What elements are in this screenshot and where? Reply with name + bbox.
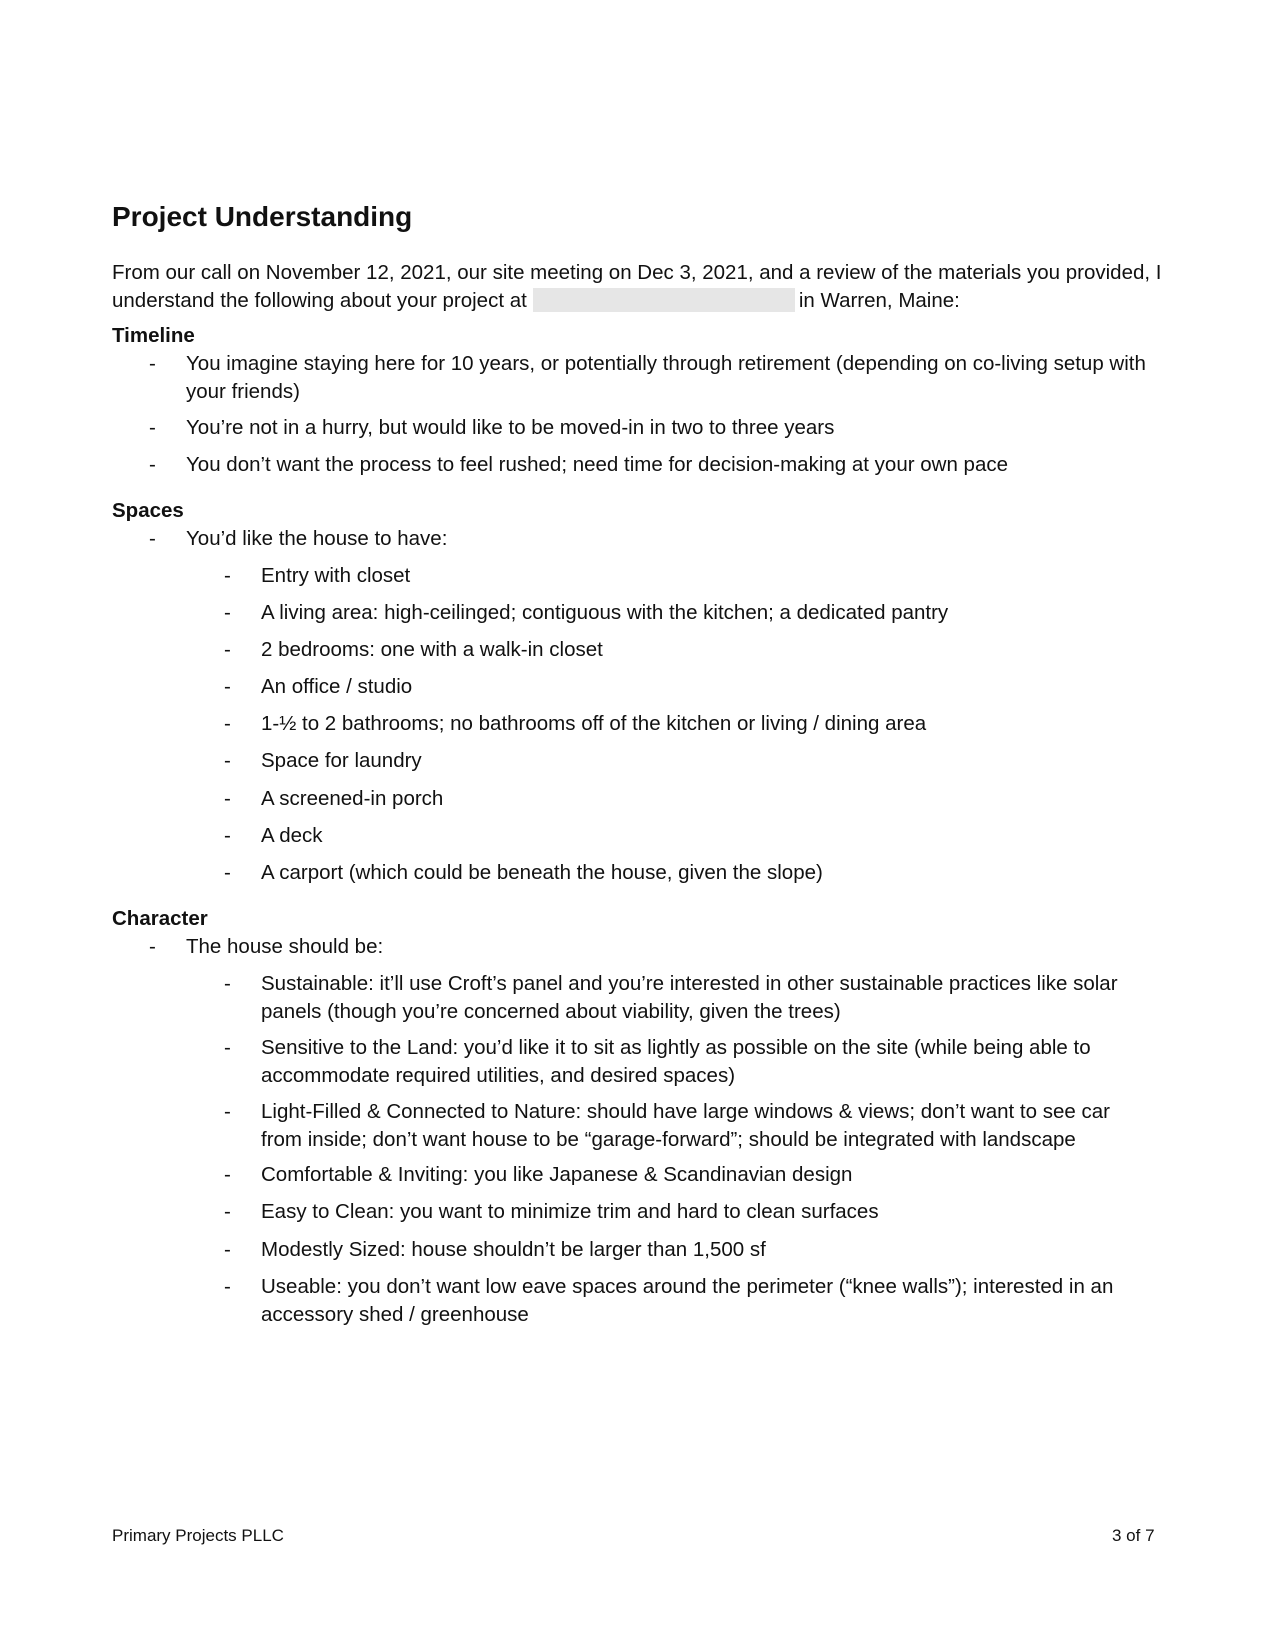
spaces-item [224,710,1149,738]
page-title: Project Understanding [112,201,413,232]
bullet-dash: - [149,453,156,476]
spaces-item [224,747,1149,775]
bullet-dash: - [224,712,231,735]
character-item-text: Light-Filled & Connected to Nature: should have large windows & views; don’t want to see car from inside; don’t want house to be “garage-forward”; should be integrated with landscape [261,1100,1110,1151]
bullet-dash: - [149,352,156,375]
spaces-item-text: A screened-in porch [261,787,444,810]
bullet-dash: - [149,527,156,550]
spaces-item [224,562,1149,590]
bullet-dash: - [224,1036,231,1059]
intro-text-after: in Warren, Maine: [798,289,960,312]
spaces-lead [149,525,1149,553]
intro-text-before: From our call on November 12, 2021, our site meeting on Dec 3, 2021, and a review of the materials you provided, I understand the following about your project at [112,261,1162,312]
character-item [224,1273,1149,1329]
redacted-address [533,288,795,312]
bullet-dash: - [224,1275,231,1298]
character-item [224,1098,1149,1154]
spaces-item-text: 1-½ to 2 bathrooms; no bathrooms off of the kitchen or living / dining area [261,712,927,735]
bullet-dash: - [224,1163,231,1186]
footer-page-number: 3 of 7 [1112,1526,1155,1545]
spaces-item-text: 2 bedrooms: one with a walk-in closet [261,638,603,661]
character-item-text: Modestly Sized: house shouldn’t be larger than 1,500 sf [261,1238,766,1261]
bullet-dash: - [224,972,231,995]
character-item [224,970,1149,1026]
timeline-item [149,414,1149,442]
spaces-lead-text: You’d like the house to have: [186,527,448,550]
spaces-item-text: An office / studio [261,675,413,698]
character-item-text: Sensitive to the Land: you’d like it to sit as lightly as possible on the site (while being able to accommodate required utilities, and desired spaces) [261,1036,1091,1087]
footer-company: Primary Projects PLLC [112,1526,284,1545]
character-lead-text: The house should be: [186,935,384,958]
spaces-item-text: Space for laundry [261,749,422,772]
character-lead [149,933,1149,961]
character-item-text: Useable: you don’t want low eave spaces around the perimeter (“knee walls”); interested in an accessory shed / greenhouse [261,1275,1114,1326]
timeline-heading: Timeline [112,324,195,347]
spaces-item-text: A deck [261,824,323,847]
spaces-item-text: A carport (which could be beneath the house, given the slope) [261,861,823,884]
bullet-dash: - [224,675,231,698]
bullet-dash: - [224,1200,231,1223]
spaces-heading: Spaces [112,499,184,522]
bullet-dash: - [224,749,231,772]
timeline-item-text: You imagine staying here for 10 years, or potentially through retirement (depending on co-living setup with your friends) [186,352,1146,403]
timeline-item-text: You don’t want the process to feel rushed; need time for decision-making at your own pace [186,453,1009,476]
character-item [224,1198,1149,1226]
spaces-item [224,785,1149,813]
bullet-dash: - [224,1100,231,1123]
timeline-item-text: You’re not in a hurry, but would like to be moved-in in two to three years [186,416,835,439]
character-item [224,1034,1149,1090]
spaces-item [224,822,1149,850]
spaces-item-text: A living area: high-ceilinged; contiguous with the kitchen; a dedicated pantry [261,601,949,624]
character-item [224,1236,1149,1264]
bullet-dash: - [224,601,231,624]
character-item-text: Sustainable: it’ll use Croft’s panel and you’re interested in other sustainable practices like solar panels (though you’re concerned about viability, given the trees) [261,972,1118,1023]
timeline-item [149,350,1149,406]
bullet-dash: - [224,638,231,661]
intro-paragraph [112,259,1172,315]
bullet-dash: - [224,787,231,810]
spaces-item [224,636,1149,664]
character-item-text: Comfortable & Inviting: you like Japanese & Scandinavian design [261,1163,853,1186]
bullet-dash: - [224,564,231,587]
bullet-dash: - [224,861,231,884]
bullet-dash: - [149,416,156,439]
character-heading: Character [112,907,208,930]
timeline-item [149,451,1149,479]
spaces-item [224,859,1149,887]
spaces-item [224,599,1149,627]
bullet-dash: - [149,935,156,958]
bullet-dash: - [224,1238,231,1261]
spaces-item-text: Entry with closet [261,564,411,587]
character-item-text: Easy to Clean: you want to minimize trim and hard to clean surfaces [261,1200,879,1223]
bullet-dash: - [224,824,231,847]
character-item [224,1161,1149,1189]
spaces-item [224,673,1149,701]
